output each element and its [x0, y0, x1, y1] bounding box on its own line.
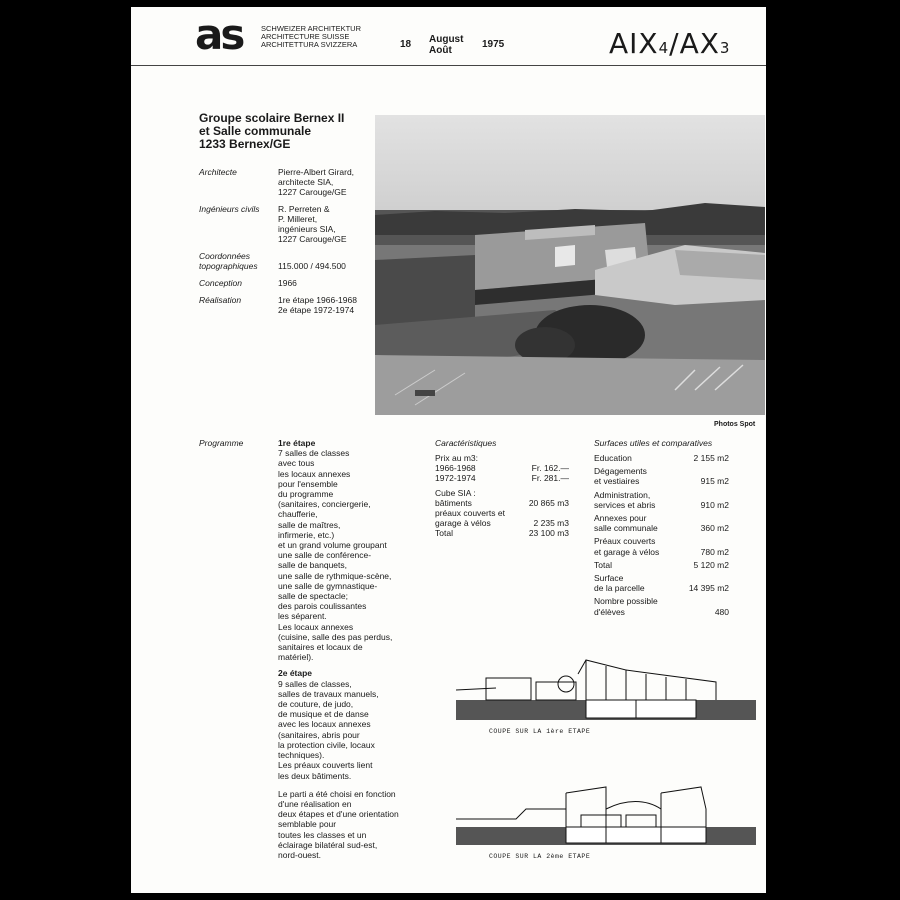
etape1-line: Les locaux annexes	[278, 621, 354, 632]
classification-code: AIX4/AX3	[609, 27, 731, 60]
etape2-line: de couture, de judo,	[278, 699, 354, 710]
etape1-line: chaufferie,	[278, 509, 318, 520]
parti-line: éclairage bilatéral sud-est,	[278, 839, 378, 850]
issue-day: 18	[400, 39, 412, 50]
cube-row-value: 20 865 m3	[528, 497, 569, 508]
binder-hole	[20, 321, 38, 339]
cube-label: Cube SIA :	[435, 487, 476, 498]
surface-value: 2 155 m2	[693, 453, 729, 463]
etape1-line: et un grand volume groupant	[278, 540, 387, 551]
etape2-title: 2e étape	[278, 668, 313, 679]
parti-line: toutes les classes et un	[278, 829, 367, 840]
surface-label: Annexes pour salle communale	[594, 513, 658, 534]
etape1-line: avec tous	[278, 458, 315, 469]
cube-row-label: garage à vélos	[435, 518, 491, 529]
issue-year: 1975	[482, 39, 505, 50]
surface-label: Total	[594, 559, 612, 570]
value-conception: 1966	[278, 278, 297, 288]
label-ingenieurs: Ingénieurs civils	[199, 204, 260, 214]
value-architecte: Pierre-Albert Girard, architecte SIA, 1227 Carouge/GE	[278, 167, 355, 197]
surface-value: 915 m2	[700, 476, 729, 487]
cube-row	[435, 498, 569, 508]
etape1-line: salle de spectacle;	[278, 591, 348, 602]
prix-table	[435, 463, 569, 483]
parti-line: deux étapes et d'une orientation	[278, 809, 399, 820]
etape2-line: avec les locaux annexes	[278, 719, 371, 730]
prix-row-label: 1972-1974	[435, 473, 476, 484]
value-coordonnees: 115.000 / 494.500	[278, 261, 346, 271]
cube-row-label: bâtiments	[435, 497, 472, 508]
binder-hole	[20, 561, 38, 579]
etape2-line: les deux bâtiments.	[278, 770, 352, 781]
etape2-list	[278, 679, 428, 781]
etape1-line: matériel).	[278, 652, 314, 663]
surface-label: Surface de la parcelle	[594, 573, 645, 594]
surfaces-table	[594, 453, 729, 617]
etape2-line: (sanitaires, abris pour	[278, 729, 360, 740]
etape2-line: salles de travaux manuels,	[278, 688, 379, 699]
cube-table	[435, 498, 569, 539]
publication-name: SCHWEIZER ARCHITEKTUR ARCHITECTURE SUISSE ARCHITETTURA SVIZZERA	[261, 24, 362, 49]
surface-value: 5 120 m2	[693, 559, 729, 570]
cube-row-label: Total	[435, 528, 453, 539]
prix-label: Prix au m3:	[435, 453, 478, 463]
prix-row-label: 1966-1968	[435, 463, 476, 474]
parti-line: d'une réalisation en	[278, 798, 352, 809]
parti-line: semblable pour	[278, 819, 337, 830]
etape1-line: salle de banquets,	[278, 560, 347, 571]
etape1-line: une salle de rythmique-scène,	[278, 570, 392, 581]
surface-value: 480	[714, 606, 729, 617]
header-rule	[131, 65, 766, 66]
surface-value: 14 395 m2	[688, 583, 729, 594]
etape1-line: sanitaires et locaux de	[278, 642, 363, 653]
binder-hole	[20, 200, 38, 218]
project-title: Groupe scolaire Bernex II et Salle communale 1233 Bernex/GE	[199, 111, 345, 151]
surface-row	[594, 596, 729, 616]
building-photo	[375, 115, 765, 415]
binder-hole	[20, 79, 38, 97]
publication-logo: as	[195, 10, 243, 59]
surface-label: Education	[594, 453, 632, 463]
etape1-line: du programme	[278, 489, 334, 500]
document-page	[131, 7, 766, 893]
etape1-line: une salle de gymnastique-	[278, 580, 378, 591]
etape1-line: 7 salles de classes	[278, 448, 350, 459]
photo-credit: Photos Spot	[714, 421, 756, 428]
surface-value: 910 m2	[700, 499, 729, 510]
etape1-title: 1re étape	[278, 438, 316, 448]
etape2-line: Les préaux couverts lient	[278, 760, 373, 771]
surface-row	[594, 560, 729, 570]
etape1-line: les locaux annexes	[278, 468, 351, 479]
surface-row	[594, 536, 729, 556]
etape1-line: infirmerie, etc.)	[278, 529, 335, 540]
surface-row	[594, 573, 729, 593]
surface-row	[594, 453, 729, 463]
etape1-list	[278, 448, 428, 662]
surface-row	[594, 466, 729, 486]
etape1-line: salle de maîtres,	[278, 519, 341, 530]
surface-value: 780 m2	[700, 546, 729, 557]
etape1-line: les séparent.	[278, 611, 327, 622]
etape1-line: une salle de conférence-	[278, 550, 372, 561]
section-drawing-1	[456, 652, 756, 737]
cube-row-value: 23 100 m3	[528, 528, 569, 539]
programme-text	[278, 438, 428, 860]
etape1-line: (sanitaires, conciergerie,	[278, 499, 371, 510]
caracteristiques-title: Caractéristiques	[435, 438, 497, 448]
surface-label: Nombre possible d'élèves	[594, 596, 658, 617]
surface-label: Administration, services et abris	[594, 489, 656, 510]
parti-line: nord-ouest.	[278, 849, 321, 860]
etape2-line: la protection civile, locaux	[278, 739, 375, 750]
etape2-line: 9 salles de classes,	[278, 678, 352, 689]
cube-row	[435, 508, 569, 518]
surfaces-title: Surfaces utiles et comparatives	[594, 438, 713, 448]
cube-row	[435, 528, 569, 538]
cube-row	[435, 518, 569, 528]
cube-row-label: préaux couverts et	[435, 508, 505, 519]
label-architecte: Architecte	[199, 167, 237, 177]
etape1-line: (cuisine, salle des pas perdus,	[278, 631, 393, 642]
parti-line: Le parti a été choisi en fonction	[278, 788, 396, 799]
etape2-line: techniques).	[278, 750, 325, 761]
section-drawing-2	[456, 779, 756, 854]
section-caption-2: COUPE SUR LA 2ème ETAPE	[489, 853, 591, 860]
surface-row	[594, 490, 729, 510]
surface-row	[594, 513, 729, 533]
prix-row	[435, 463, 569, 473]
prix-row-value: Fr. 281.—	[531, 473, 569, 484]
prix-row-value: Fr. 162.—	[531, 463, 569, 474]
label-realisation: Réalisation	[199, 295, 242, 305]
parti-text	[278, 789, 428, 860]
value-realisation: 1re étape 1966-1968 2e étape 1972-1974	[278, 295, 357, 315]
surface-label: Préaux couverts et garage à vélos	[594, 536, 660, 557]
issue-month: August Août	[429, 34, 464, 56]
section-caption-1: COUPE SUR LA 1ère ETAPE	[489, 728, 591, 735]
surface-label: Dégagements et vestiaires	[594, 466, 647, 487]
programme-label: Programme	[199, 438, 244, 448]
surface-value: 360 m2	[700, 523, 729, 534]
cube-row-value: 2 235 m3	[533, 518, 569, 529]
value-ingenieurs: R. Perreten & P. Milleret, ingénieurs SIA, 1227 Carouge/GE	[278, 204, 347, 244]
caracteristiques-block	[435, 438, 569, 539]
etape2-line: de musique et de danse	[278, 709, 369, 720]
label-conception: Conception	[199, 278, 243, 288]
etape1-line: des parois coulissantes	[278, 601, 367, 612]
etape1-line: pour l'ensemble	[278, 478, 338, 489]
surfaces-block	[594, 438, 729, 620]
prix-row	[435, 473, 569, 483]
label-coordonnees: Coordonnées topographiques	[199, 251, 258, 271]
binder-hole	[20, 801, 38, 819]
